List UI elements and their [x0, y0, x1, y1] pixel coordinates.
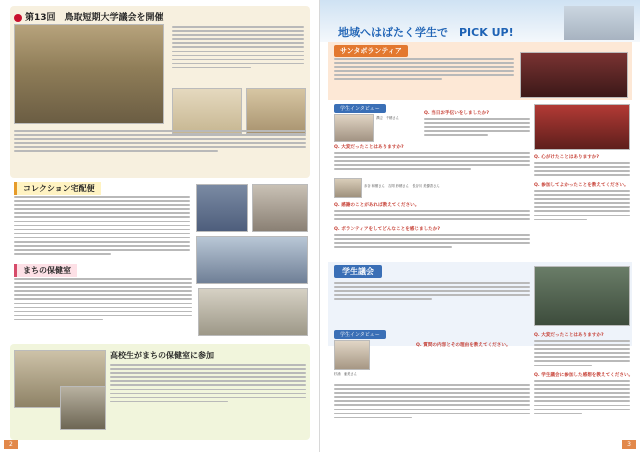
santa-a1	[424, 118, 530, 138]
santa-person-name: 澤辺 千穂さん	[376, 116, 400, 120]
assembly-photo	[534, 266, 630, 326]
banner-title: 地域へはばたく学生で PICK UP!	[338, 26, 514, 39]
clinic-title: まちの保健室	[14, 264, 77, 277]
collection-text	[14, 196, 190, 257]
assembly-q9: Q. 学生議会に参加した感想を教えてください。	[534, 373, 634, 378]
collection-photo-1	[196, 184, 248, 232]
assembly-person-name: 杉浦 亜美さん	[334, 372, 358, 376]
highschool-text	[110, 364, 306, 405]
santa-a6	[534, 190, 630, 223]
santa-q1: Q. 当日お手伝いをしましたか?	[424, 111, 490, 116]
santa-a5	[334, 234, 530, 250]
assembly-a8	[334, 384, 530, 421]
santa-q3: Q. 感謝のことがあれば教えてください。	[334, 203, 420, 208]
assembly-q8: Q. 質問の内容とその理由を教えてください。	[416, 343, 511, 348]
right-page	[320, 0, 640, 452]
santa-person-photo	[334, 114, 374, 142]
highschool-photo-2	[60, 386, 106, 430]
council-photo	[14, 24, 164, 124]
assembly-interview-label: 学生インタビュー	[334, 330, 386, 339]
santa-photo	[520, 52, 628, 98]
santa-interview-label: 学生インタビュー	[334, 104, 386, 113]
santa-photo-2	[534, 104, 630, 150]
page-number-right: 3	[622, 440, 636, 449]
council-title: 第13回 鳥取短期大学議会を開催	[14, 10, 164, 23]
santa-group-photo	[334, 178, 362, 198]
clinic-text	[14, 278, 192, 323]
assembly-a7	[534, 340, 630, 369]
santa-title: サンタボランティア	[334, 45, 408, 57]
banner-building-image	[564, 6, 634, 40]
santa-q4: Q. 心がけたことはありますか?	[534, 155, 600, 160]
santa-q2: Q. 大変だったことはありますか?	[334, 145, 404, 150]
page-number-left: 2	[4, 440, 18, 449]
assembly-a9	[534, 380, 630, 417]
council-photo-2	[172, 88, 242, 134]
santa-a4	[534, 162, 630, 178]
council-photo-3	[246, 88, 306, 134]
assembly-title: 学生議会	[334, 265, 382, 278]
collection-photo-2	[252, 184, 308, 232]
santa-q5: Q. ボランティアをしてどんなことを感じましたか?	[334, 227, 441, 232]
collection-title: コレクション宅配便	[14, 182, 101, 195]
assembly-text	[334, 282, 530, 302]
santa-q6: Q. 参加してよかったことを教えてください。	[534, 183, 629, 188]
section-marker-icon	[14, 14, 22, 22]
highschool-title: 高校生がまちの保健室に参加	[110, 351, 214, 360]
assembly-q7: Q. 大変だったことはありますか?	[534, 333, 604, 338]
santa-a2	[334, 152, 530, 172]
collection-photo-3	[196, 236, 308, 284]
assembly-person-photo	[334, 340, 370, 370]
santa-text	[334, 58, 514, 83]
council-text	[172, 26, 304, 71]
santa-a3	[334, 210, 530, 222]
santa-group-names: 赤谷 和樹さん 吉岡 紗穂さん 長谷川 美優香さん	[364, 184, 440, 188]
clinic-photo	[198, 288, 308, 336]
council-text-2	[14, 130, 306, 155]
